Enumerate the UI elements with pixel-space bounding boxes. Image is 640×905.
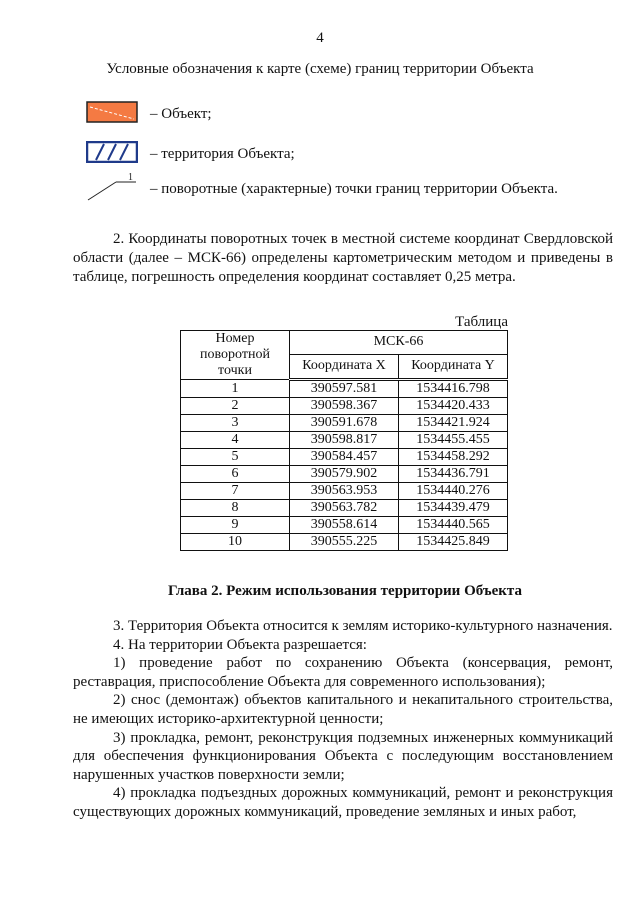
coord-x: 390584.457 [290, 449, 399, 466]
coord-x: 390597.581 [290, 380, 399, 398]
table-row [181, 449, 508, 466]
legend-item-turning-points [86, 172, 558, 207]
coord-x: 390555.225 [290, 534, 399, 551]
coord-y: 1534421.924 [399, 415, 508, 432]
object-fill-icon [86, 101, 138, 128]
legend-item-territory [86, 141, 295, 168]
table-row [181, 534, 508, 551]
coord-y: 1534440.565 [399, 517, 508, 534]
territory-hatch-icon [86, 141, 138, 168]
coord-y: 1534416.798 [399, 380, 508, 398]
turning-point-icon [86, 172, 138, 207]
table-row [181, 398, 508, 415]
page-number: 4 [316, 30, 324, 46]
coord-x: 390563.953 [290, 483, 399, 500]
table-row [181, 380, 508, 398]
coordinates-table [180, 330, 508, 551]
legend-item-object [86, 101, 212, 128]
coord-x: 390598.817 [290, 432, 399, 449]
paragraph: 4. На территории Объекта разрешается: [113, 636, 367, 653]
table-row [181, 466, 508, 483]
header-point-number: Номер поворотной точки [181, 331, 290, 380]
table-row [181, 517, 508, 534]
point-number: 4 [181, 432, 290, 449]
turning-point-marker: 1 [128, 172, 133, 183]
coord-x: 390598.367 [290, 398, 399, 415]
point-number: 3 [181, 415, 290, 432]
point-number: 8 [181, 500, 290, 517]
coord-y: 1534458.292 [399, 449, 508, 466]
coord-y: 1534425.849 [399, 534, 508, 551]
section-2-paragraph [73, 230, 613, 287]
paragraph: 1) проведение работ по сохранению Объекта (консервация, ремонт, реставрация, приспособление Объекта для современного использования); [73, 655, 613, 690]
table-caption: Таблица [455, 314, 508, 330]
header-y: Координата Y [399, 354, 508, 379]
coord-y: 1534440.276 [399, 483, 508, 500]
point-number: 10 [181, 534, 290, 551]
point-number: 1 [181, 380, 290, 398]
chapter-body [73, 617, 613, 822]
point-number: 6 [181, 466, 290, 483]
header-x: Координата X [290, 354, 399, 379]
chapter-title: Глава 2. Режим использования территории Объекта [168, 583, 522, 599]
coord-x: 390563.782 [290, 500, 399, 517]
coord-x: 390558.614 [290, 517, 399, 534]
paragraph: 4) прокладка подъездных дорожных коммуникаций, ремонт и реконструкция существующих дорожных коммуникаций, проведение земляных и иных работ, [73, 785, 613, 820]
point-number: 7 [181, 483, 290, 500]
legend-title: Условные обозначения к карте (схеме) границ территории Объекта [106, 61, 534, 77]
table-row [181, 432, 508, 449]
paragraph: 3) прокладка, ремонт, реконструкция подземных инженерных коммуникаций для обеспечения функционирования Объекта с последующим восстановлением нарушенных участков поверхности земли; [73, 729, 613, 783]
legend-label-object: – Объект; [150, 106, 212, 122]
coord-x: 390579.902 [290, 466, 399, 483]
table-row [181, 415, 508, 432]
table-row [181, 500, 508, 517]
coord-y: 1534420.433 [399, 398, 508, 415]
coord-y: 1534436.791 [399, 466, 508, 483]
coord-y: 1534439.479 [399, 500, 508, 517]
point-number: 9 [181, 517, 290, 534]
point-number: 5 [181, 449, 290, 466]
legend-label-turning-points: – поворотные (характерные) точки границ территории Объекта. [150, 181, 558, 197]
coord-y: 1534455.455 [399, 432, 508, 449]
table-row [181, 483, 508, 500]
coord-x: 390591.678 [290, 415, 399, 432]
legend-label-territory: – территория Объекта; [150, 146, 295, 162]
point-number: 2 [181, 398, 290, 415]
header-coordinate-system: МСК-66 [290, 331, 508, 355]
paragraph: 2) снос (демонтаж) объектов капитального и некапитального строительства, не имеющих историко-архитектурной ценности; [73, 692, 613, 727]
section-2-text: 2. Координаты поворотных точек в местной системе координат Свердловской области (далее – МСК-66) определены картометрическим методом и приведены в таблице, погрешность определения координат составляет 0,25 метра. [73, 231, 613, 285]
paragraph: 3. Территория Объекта относится к землям историко-культурного назначения. [113, 618, 613, 634]
